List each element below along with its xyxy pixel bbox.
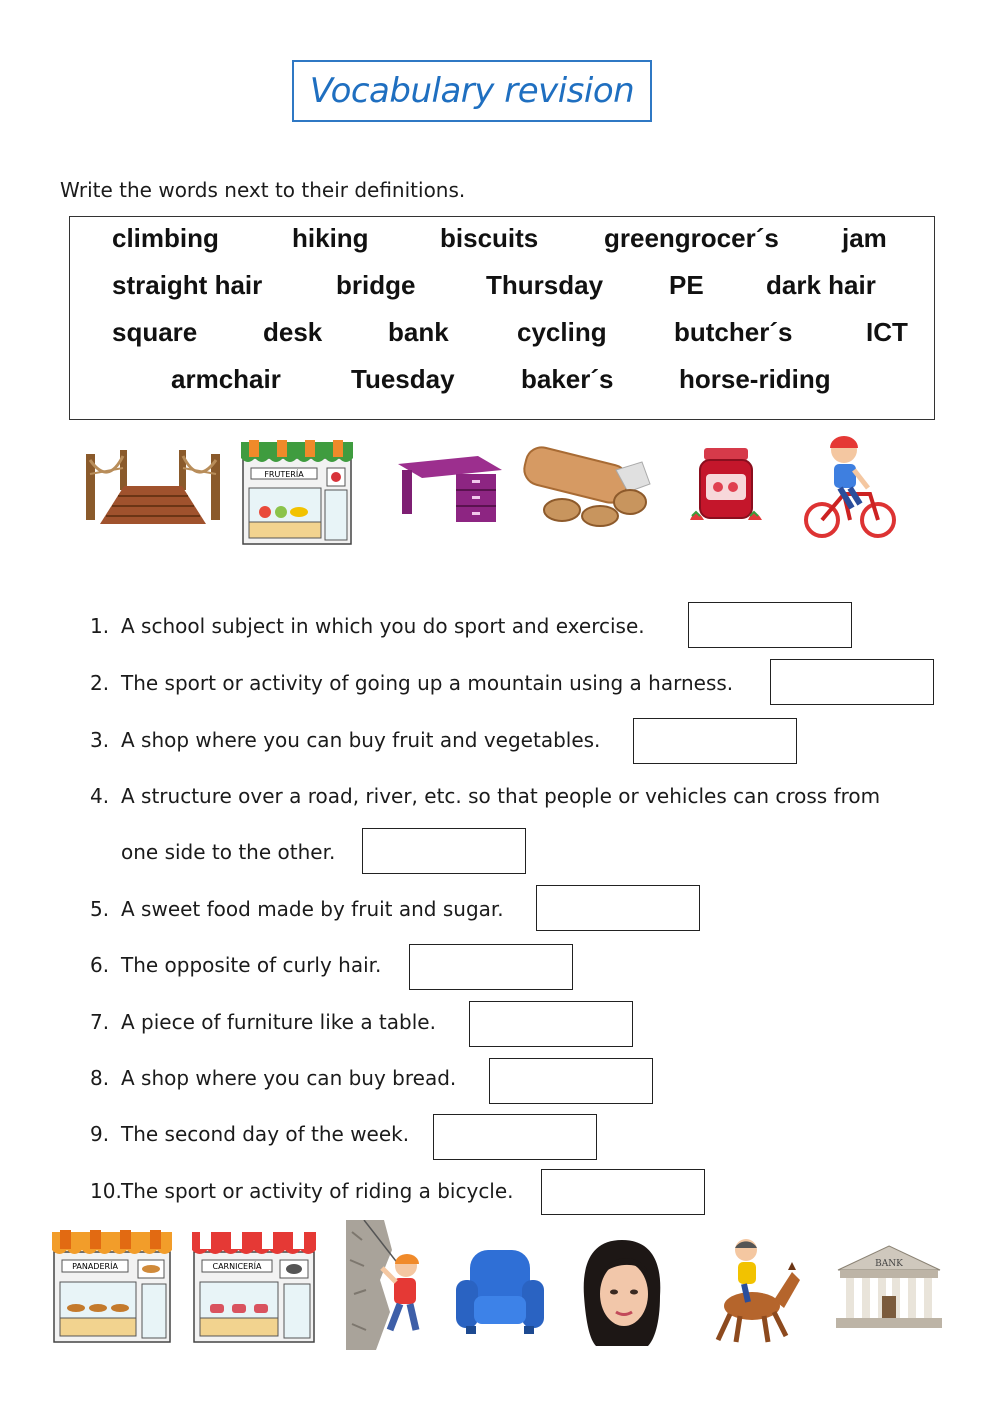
word-bank-item[interactable]: Tuesday [351, 364, 455, 394]
word-bank-item[interactable]: square [112, 317, 198, 347]
answer-box-3[interactable] [633, 718, 797, 764]
instruction: Write the words next to their definitions. [60, 178, 466, 202]
question-4-continued: one side to the other. [121, 840, 336, 864]
word-bank-item[interactable]: Thursday [486, 270, 604, 300]
fruteria-sign: FRUTERÍA [264, 470, 304, 479]
jam-image [686, 444, 766, 530]
bank-building-image [836, 1244, 942, 1330]
bank-sign: BANK [875, 1259, 903, 1269]
bakery-shop-image [52, 1230, 172, 1344]
horse-riding-image [708, 1228, 802, 1348]
question-5: 5. A sweet food made by fruit and sugar. [90, 897, 504, 921]
word-bank-item[interactable]: horse-riding [679, 364, 831, 394]
bridge-image [78, 446, 228, 530]
word-bank-item[interactable]: bridge [336, 270, 416, 300]
question-10: 10.The sport or activity of riding a bicycle. [90, 1179, 514, 1203]
question-1: 1. A school subject in which you do sport and exercise. [90, 614, 645, 638]
answer-box-10[interactable] [541, 1169, 705, 1215]
word-bank-item[interactable]: desk [263, 317, 323, 347]
word-bank-item[interactable]: baker´s [521, 364, 614, 394]
greengrocer-shop-image [241, 440, 353, 546]
answer-box-4[interactable] [362, 828, 526, 874]
answer-box-1[interactable] [688, 602, 852, 648]
answer-box-9[interactable] [433, 1114, 597, 1160]
answer-box-5[interactable] [536, 885, 700, 931]
cycling-image [800, 434, 900, 544]
word-bank-item[interactable]: climbing [112, 223, 219, 253]
dark-hair-woman-image [574, 1236, 670, 1346]
word-bank-item[interactable]: biscuits [440, 223, 539, 253]
word-bank-item[interactable]: jam [842, 223, 887, 253]
question-9: 9. The second day of the week. [90, 1122, 410, 1146]
word-bank [69, 216, 935, 420]
title-box [292, 60, 652, 122]
question-7: 7. A piece of furniture like a table. [90, 1010, 436, 1034]
page-title: Vocabulary revision [309, 71, 635, 111]
word-bank-item[interactable]: straight hair [112, 270, 263, 300]
word-bank-item[interactable]: PE [669, 270, 704, 300]
panaderia-sign: PANADERÍA [72, 1262, 118, 1271]
desk-image [398, 452, 502, 526]
word-bank-item[interactable]: bank [388, 317, 449, 347]
word-bank-item[interactable]: hiking [292, 223, 369, 253]
carniceria-sign: CARNICERÍA [212, 1262, 262, 1271]
word-bank-item[interactable]: butcher´s [674, 317, 793, 347]
word-bank-item[interactable]: cycling [517, 317, 607, 347]
question-2: 2. The sport or activity of going up a mountain using a harness. [90, 671, 734, 695]
question-3: 3. A shop where you can buy fruit and vegetables. [90, 728, 601, 752]
answer-box-6[interactable] [409, 944, 573, 990]
word-bank-item[interactable]: greengrocer´s [604, 223, 779, 253]
word-bank-item[interactable]: ICT [866, 317, 908, 347]
word-bank-item[interactable]: armchair [171, 364, 281, 394]
word-bank-item[interactable]: dark hair [766, 270, 876, 300]
question-4: 4. A structure over a road, river, etc. so that people or vehicles can cross from [90, 784, 881, 808]
question-6: 6. The opposite of curly hair. [90, 953, 382, 977]
armchair-image [452, 1242, 548, 1338]
answer-box-7[interactable] [469, 1001, 633, 1047]
butcher-shop-image [192, 1230, 316, 1344]
biscuits-image [518, 440, 656, 528]
answer-box-2[interactable] [770, 659, 934, 705]
answer-box-8[interactable] [489, 1058, 653, 1104]
climbing-image [346, 1220, 438, 1350]
question-8: 8. A shop where you can buy bread. [90, 1066, 457, 1090]
